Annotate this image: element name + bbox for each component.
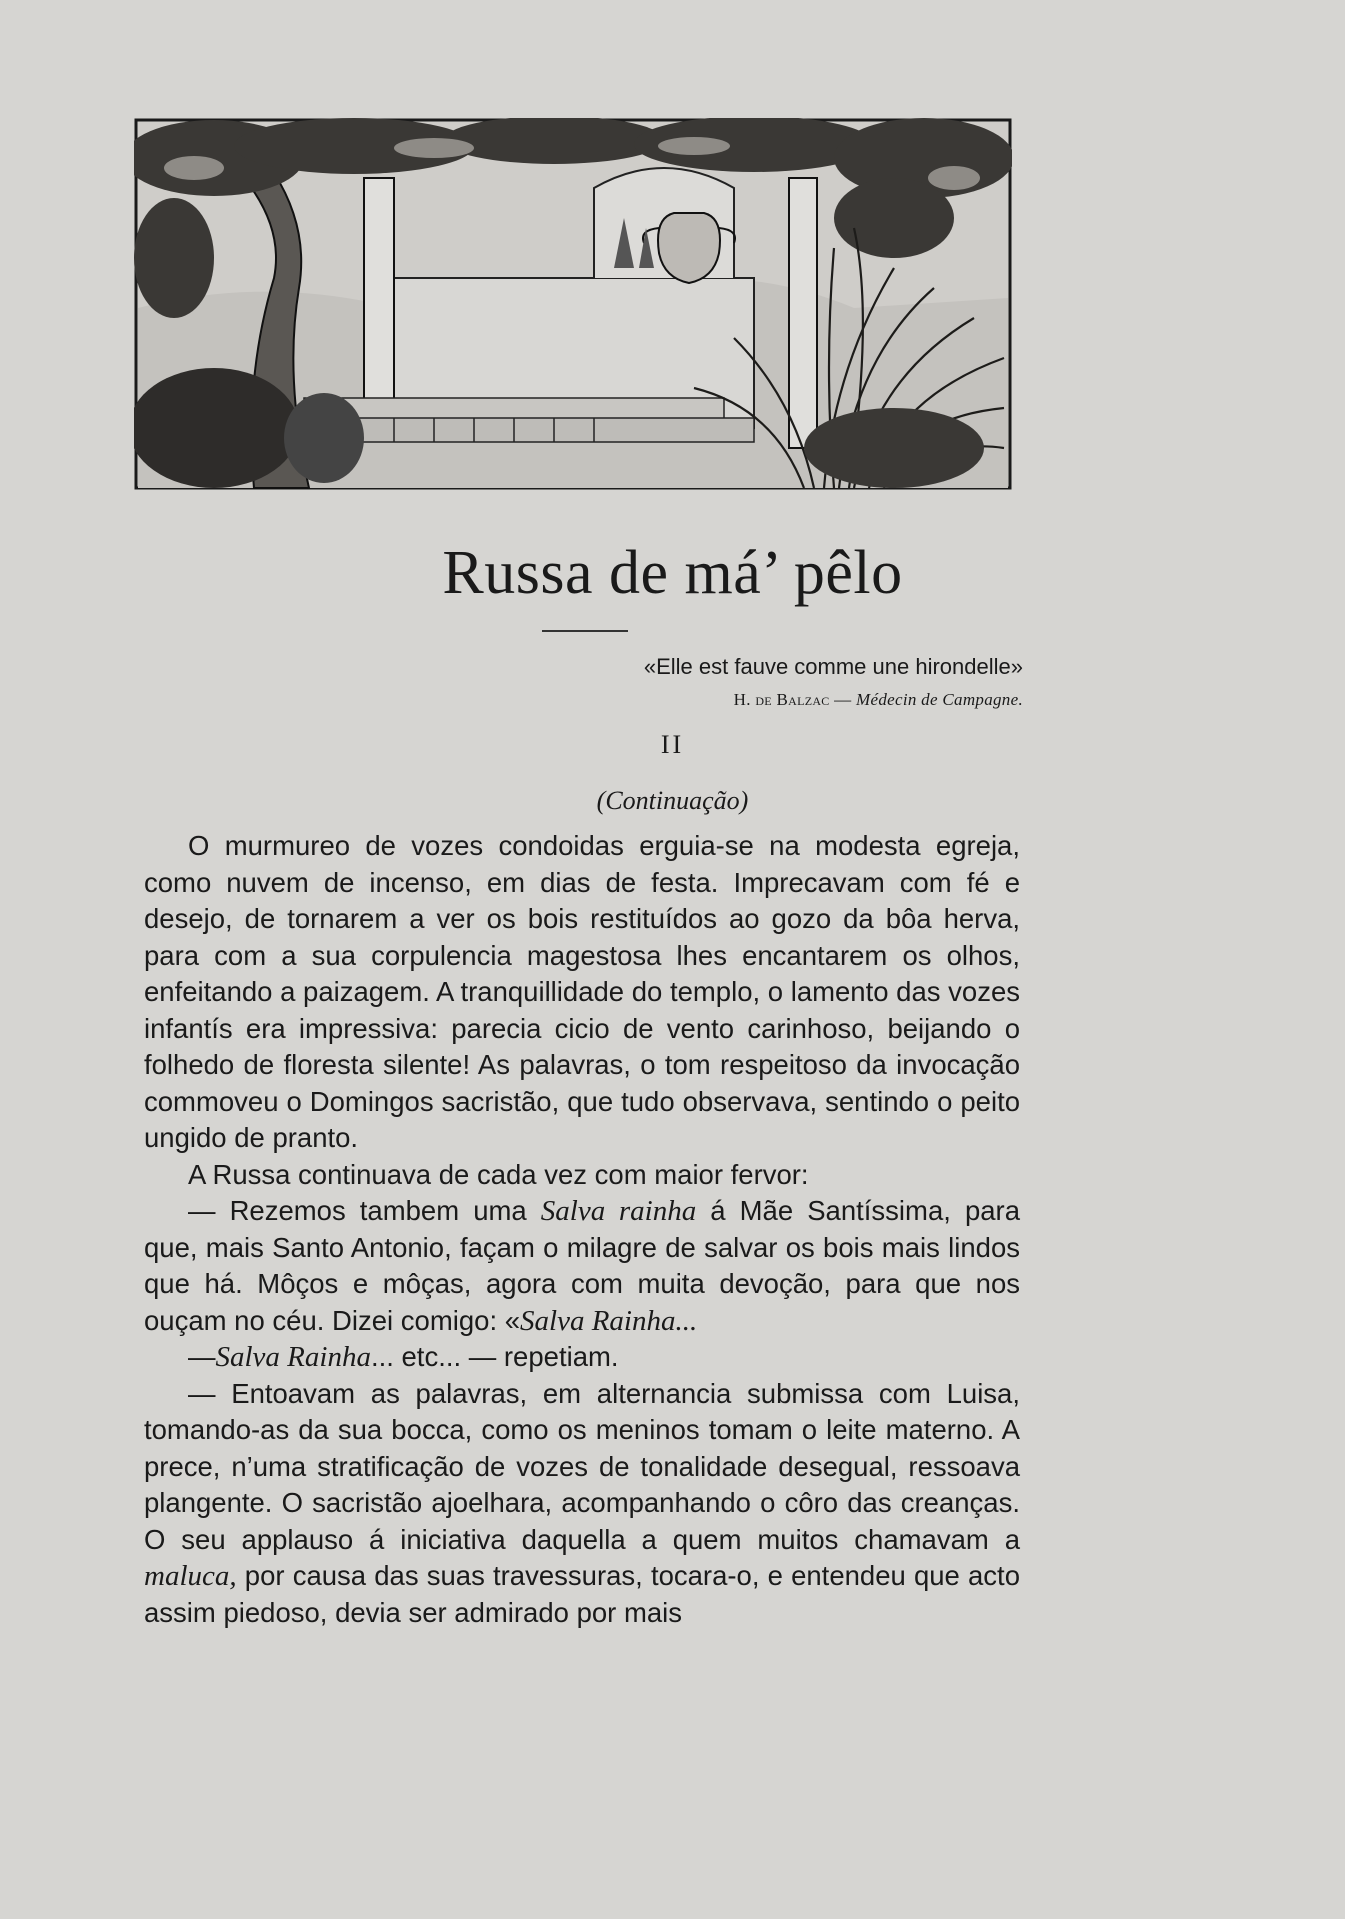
paragraph bbox=[144, 1339, 1020, 1376]
attribution-author: Balzac bbox=[776, 690, 830, 709]
paragraph-text: — Rezemos tambem uma bbox=[188, 1195, 541, 1226]
italic-phrase: Salva Rainha bbox=[215, 1341, 371, 1373]
italic-phrase: Salva Rainha... bbox=[520, 1304, 698, 1337]
header-illustration bbox=[134, 118, 1012, 490]
paragraph-text: — Entoavam as palavras, em alternancia submissa com Luisa, tomando-as da sua bocca, como os meninos tomam o leite materno. A prece, n’uma stratificação de vozes de tonalidade desegual, ressoava plangente. O sacristão ajoelhara, acompanhando o côro das creanças. O seu applauso á iniciativa daquella a quem muitos chamavam a bbox=[144, 1377, 1020, 1555]
paragraph-text: — bbox=[188, 1341, 216, 1372]
paragraph bbox=[144, 1193, 1020, 1339]
title-divider bbox=[542, 630, 628, 632]
epigraph-attribution bbox=[734, 690, 1023, 710]
continuation-label: (Continuação) bbox=[596, 786, 749, 815]
attribution-particle: de bbox=[755, 690, 777, 709]
italic-phrase: Salva rainha bbox=[540, 1195, 697, 1227]
paragraph-text: á Mãe Santíssima, para que, mais Santo Antonio, façam o milagre de salvar os bois mais lindos que há. Môços e môças, agora com muita devoção, para que nos ouçam no céu. Dizei comigo: « bbox=[144, 1195, 1020, 1336]
chapter-number: II bbox=[660, 730, 685, 759]
attribution-initial: H. bbox=[733, 690, 756, 709]
paragraph: O murmureo de vozes condoidas erguia-se na modesta egreja, como nuvem de incenso, em dias de festa. Imprecavam com fé e desejo, de tornarem a ver os bois restituídos ao gozo da bôa herva, para com a sua corpulencia magestosa lhes encantarem os olhos, enfeitando a paizagem. A tranquillidade do templo, o lamento das vozes infantís era impressiva: parecia cicio de vento carinhoso, beijando o folhedo de floresta silente! As palavras, o tom respeitoso da invocação commoveu o Domingos sacristão, que tudo observava, sentindo o peito ungido de pranto. bbox=[144, 830, 1020, 1153]
paragraph: A Russa continuava de cada vez com maior fervor: bbox=[188, 1158, 809, 1190]
article-body bbox=[144, 828, 1020, 1631]
italic-phrase: maluca, bbox=[144, 1560, 237, 1592]
paragraph bbox=[144, 1376, 1020, 1632]
attribution-separator: — bbox=[829, 690, 857, 709]
article-title: Russa de má’ pêlo bbox=[442, 539, 903, 607]
attribution-work: Médecin de Campagne. bbox=[856, 690, 1023, 709]
garden-vignette-image bbox=[134, 118, 1012, 490]
paragraph-text: por causa das suas travessuras, tocara-o, e entendeu que acto assim piedoso, devia ser admirado por mais bbox=[144, 1560, 1020, 1628]
epigraph-quote: «Elle est fauve comme une hirondelle» bbox=[643, 654, 1023, 679]
paragraph-text: ... etc... — repetiam. bbox=[370, 1341, 619, 1372]
